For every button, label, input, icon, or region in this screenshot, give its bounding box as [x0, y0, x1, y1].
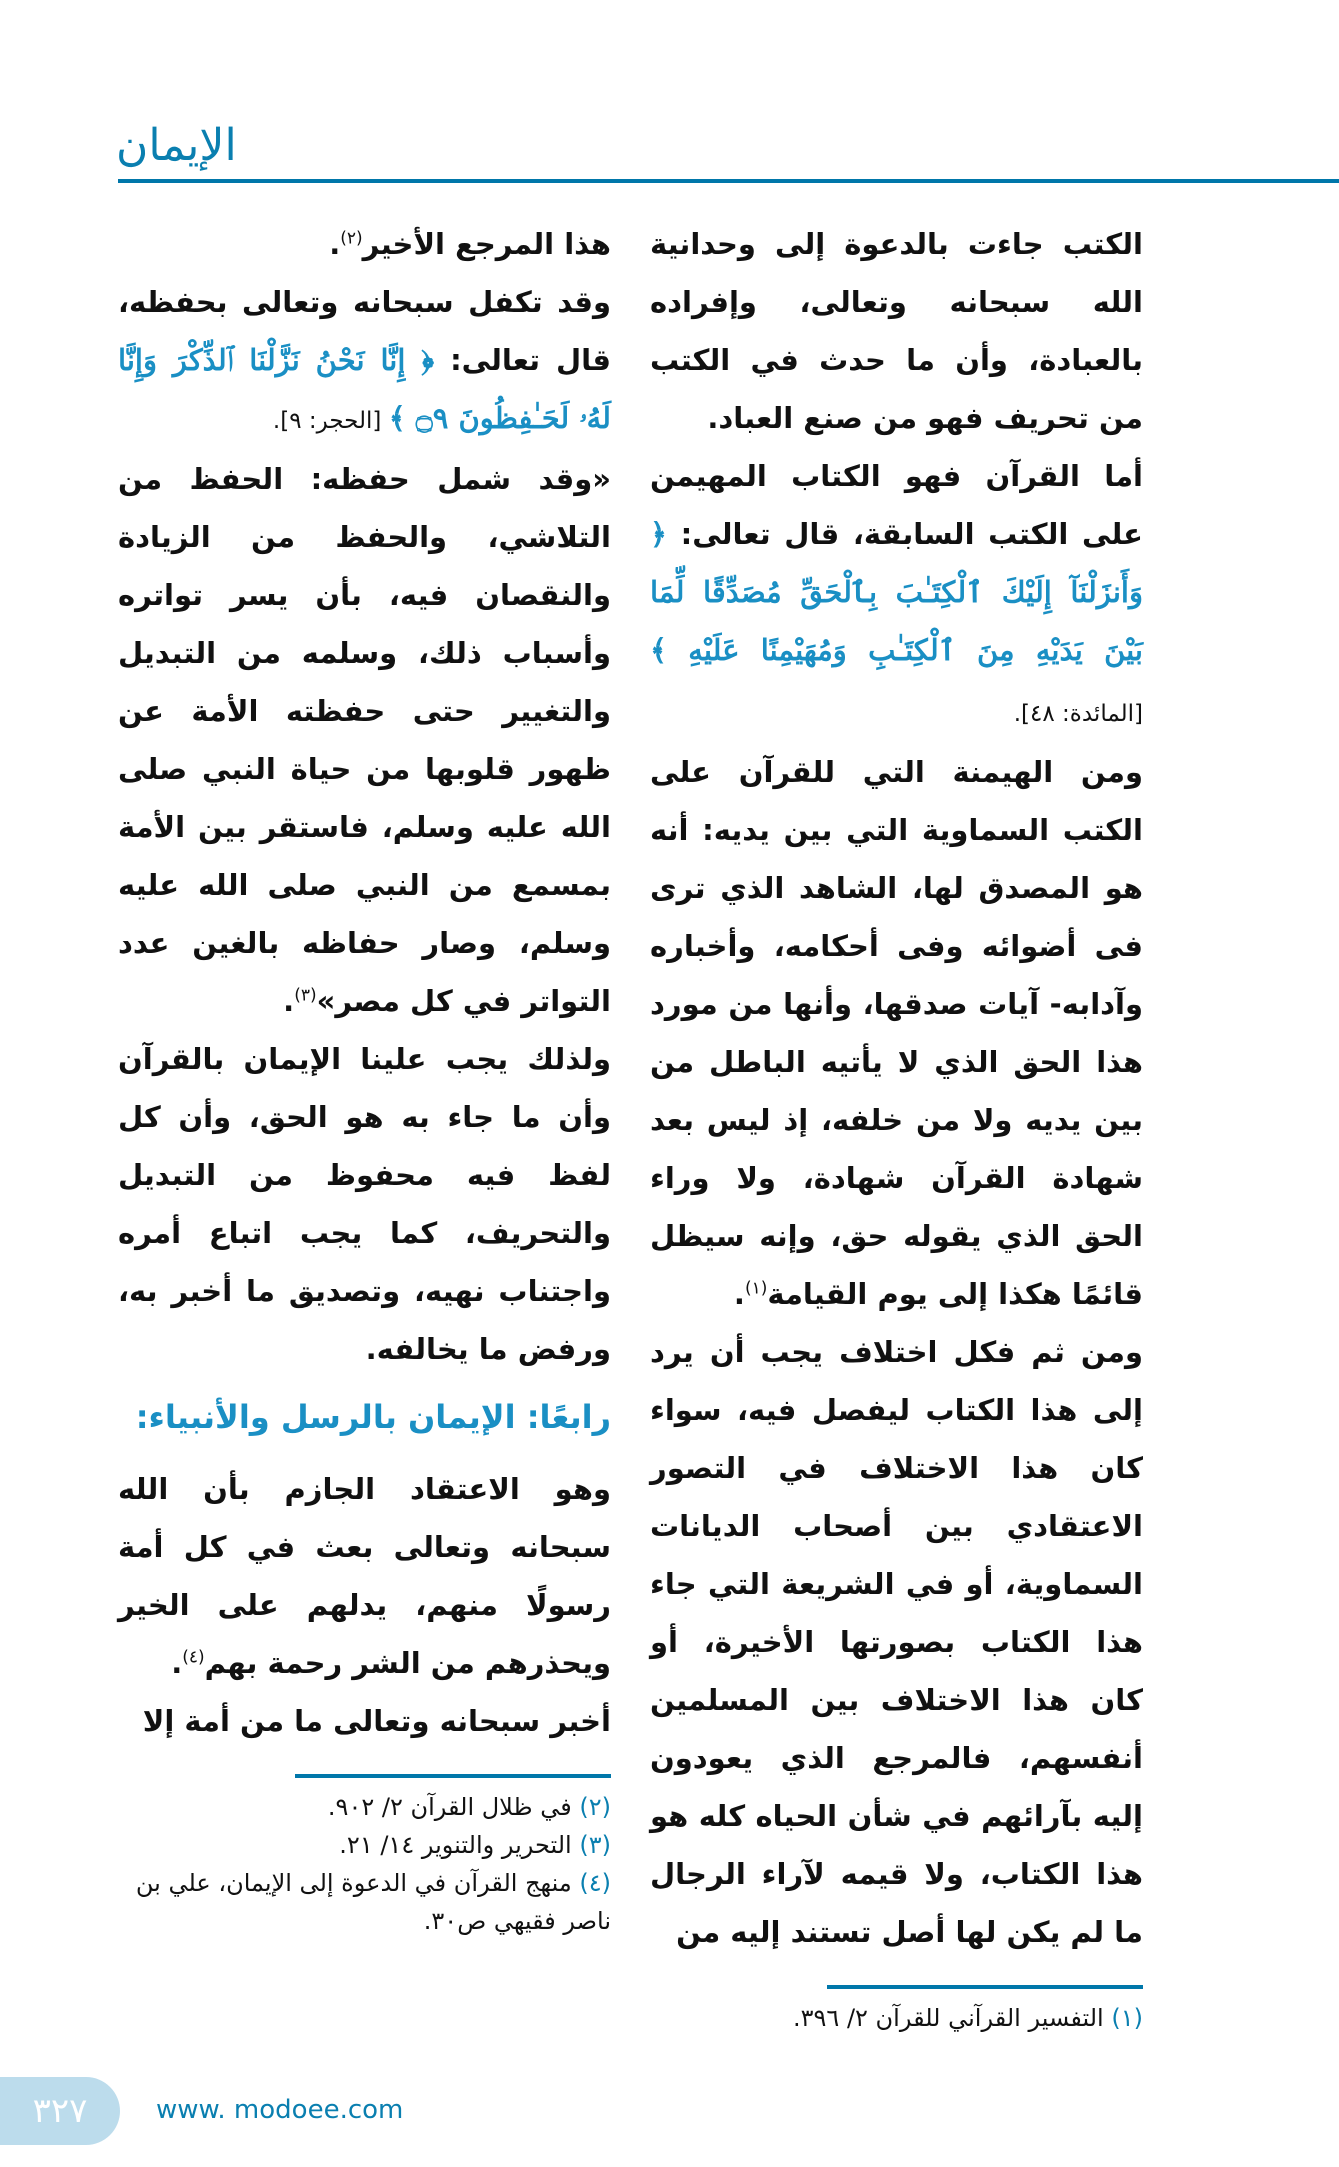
running-header: [0, 0, 1339, 185]
paragraph: أخبر سبحانه وتعالى ما من أمة إلا: [142, 1704, 611, 1738]
footnote-text: في ظلال القرآن ٢/ ٩٠٢.: [327, 1793, 572, 1821]
quran-verse: ﴿ إِنَّا نَحْنُ نَزَّلْنَا ٱلذِّكْرَ وَإِنَّا لَهُۥ لَحَـٰفِظُونَ ۝٩ ﴾: [118, 343, 611, 435]
quran-verse: ﴿ وَأَنزَلْنَآ إِلَيْكَ ٱلْكِتَـٰبَ بِٱلْحَقِّ مُصَدِّقًا لِّمَا بَيْنَ يَدَيْهِ مِنَ ٱلْكِتَـٰبِ وَمُهَيْمِنًا عَلَيْهِ ﴾: [650, 517, 1143, 667]
paragraph-with-verse: [650, 447, 1143, 743]
footnote-marker[interactable]: (٣): [294, 985, 317, 1006]
two-column-body: [118, 215, 1143, 2037]
text: وهو الاعتقاد الجازم بأن الله سبحانه وتعالى بعث في كل أمة رسولًا منهم، يدلهم على الخير ويحذرهم من الشر رحمة بهم: [118, 1472, 611, 1680]
paragraph: وهو الاعتقاد الجازم بأن الله سبحانه وتعالى بعث في كل أمة رسولًا منهم، يدلهم على الخير ويحذرهم من الشر رحمة بهم$^{(٤)}$.: [118, 1472, 611, 1680]
footnote-text: التفسير القرآني للقرآن ٢/ ٣٩٦.: [793, 2004, 1104, 2032]
paragraph-with-verse: [118, 273, 611, 450]
footnote-marker[interactable]: (٤): [182, 1647, 205, 1668]
footnote-rule-right: [827, 1985, 1143, 1989]
footnote-number: (٤): [579, 1869, 611, 1897]
left-column-wrapper: [118, 215, 611, 1940]
right-column: [650, 215, 1143, 1961]
footnote-number: (٢): [579, 1793, 611, 1821]
text: «وقد شمل حفظه: الحفظ من التلاشي، والحفظ من الزيادة والنقصان فيه، بأن يسر تواتره وأسباب ذلك، وسلمه من التبديل والتغيير حتى حفظته الأمة عن ظهور قلوبها من حياة النبي صلى الله عليه وسلم، فاستقر بين الأمة بمسمع من النبي صلى الله عليه وسلم، وصار حفاظه بالغين عدد التواتر في كل مصر»: [118, 462, 611, 1018]
page-footer: [0, 2067, 1339, 2167]
paragraph: الكتب جاءت بالدعوة إلى وحدانية الله سبحانه وتعالى، وإفراده بالعبادة، وأن ما حدث في الكتب من تحريف فهو من صنع العباد.: [650, 227, 1143, 435]
footnote: [118, 1864, 611, 1940]
text: هذا المرجع الأخير: [362, 227, 611, 261]
section-heading: رابعًا: الإيمان بالرسل والأنبياء:: [135, 1398, 611, 1436]
text: أما القرآن فهو الكتاب المهيمن على الكتب السابقة، قال تعالى:: [650, 459, 1143, 551]
left-column: [118, 215, 611, 1750]
footnote-marker[interactable]: (٢): [340, 228, 363, 249]
quotation: «وقد شمل حفظه: الحفظ من التلاشي، والحفظ من الزيادة والنقصان فيه، بأن يسر تواتره وأسباب ذلك، وسلمه من التبديل والتغيير حتى حفظته الأمة عن ظهور قلوبها من حياة النبي صلى الله عليه وسلم، فاستقر بين الأمة بمسمع من النبي صلى الله عليه وسلم، وصار حفاظه بالغين عدد التواتر في كل مصر»$^{(٣)}$.: [118, 462, 611, 1018]
paragraph: ولذلك يجب علينا الإيمان بالقرآن وأن ما جاء به هو الحق، وأن كل لفظ فيه محفوظ من التبديل والتحريف، كما يجب اتباع أمره واجتناب نهيه، وتصديق ما أخبر به، ورفض ما يخالفه.: [118, 1042, 611, 1366]
text: ومن الهيمنة التي للقرآن على الكتب السماوية التي بين يديه: أنه هو المصدق لها، الشاهد الذي ترى فى أضوائه وفى أحكامه، وأخباره وآدابه- آيات صدقها، وأنها من مورد هذا الحق الذي لا يأتيه الباطل من بين يديه ولا من خلفه، إذ ليس بعد شهادة القرآن شهادة، ولا وراء الحق الذي يقوله حق، وإنه سيظل قائمًا هكذا إلى يوم القيامة: [650, 755, 1143, 1311]
footnote-number: (١): [1111, 2004, 1143, 2032]
header-rule: [118, 179, 1339, 183]
paragraph: ومن الهيمنة التي للقرآن على الكتب السماوية التي بين يديه: أنه هو المصدق لها، الشاهد الذي ترى فى أضوائه وفى أحكامه، وأخباره وآدابه- آيات صدقها، وأنها من مورد هذا الحق الذي لا يأتيه الباطل من بين يديه ولا من خلفه، إذ ليس بعد شهادة القرآن شهادة، ولا وراء الحق الذي يقوله حق، وإنه سيظل قائمًا هكذا إلى يوم القيامة$^{(١)}$.: [650, 755, 1143, 1311]
footnotes-left: [118, 1788, 611, 1940]
footnote-number: (٣): [579, 1831, 611, 1859]
footnote-text: التحرير والتنوير ١٤/ ٢١.: [339, 1831, 572, 1859]
verse-reference: [الحجر: ٩].: [272, 408, 389, 434]
footnote: [650, 1999, 1143, 2037]
website-link[interactable]: www. modoee.com: [156, 2095, 404, 2125]
paragraph: هذا المرجع الأخير$^{(٢)}$.: [329, 227, 611, 261]
running-header-title: الإيمان: [116, 120, 237, 171]
verse-reference: [المائدة: ٤٨].: [1013, 701, 1143, 727]
right-column-wrapper: [650, 215, 1143, 2037]
paragraph: ومن ثم فكل اختلاف يجب أن يرد إلى هذا الكتاب ليفصل فيه، سواء كان هذا الاختلاف في التصور الاعتقادي بين أصحاب الديانات السماوية، أو في الشريعة التي جاء هذا الكتاب بصورتها الأخيرة، أو كان هذا الاختلاف بين المسلمين أنفسهم، فالمرجع الذي يعودون إليه بآرائهم في شأن الحياه كله هو هذا الكتاب، ولا قيمه لآراء الرجال ما لم يكن لها أصل تستند إليه من: [650, 1335, 1143, 1949]
footnote: [118, 1826, 611, 1864]
page-number: ٣٢٧: [0, 2077, 120, 2145]
footnotes-right: [650, 1999, 1143, 2037]
footnote-rule-left: [295, 1774, 611, 1778]
footnote-text: منهج القرآن في الدعوة إلى الإيمان، علي بن ناصر فقيهي ص٣٠.: [135, 1869, 611, 1935]
footnote-marker[interactable]: (١): [744, 1278, 768, 1299]
footnote: [118, 1788, 611, 1826]
text: وقد تكفل سبحانه وتعالى بحفظه، قال تعالى:: [118, 285, 611, 377]
